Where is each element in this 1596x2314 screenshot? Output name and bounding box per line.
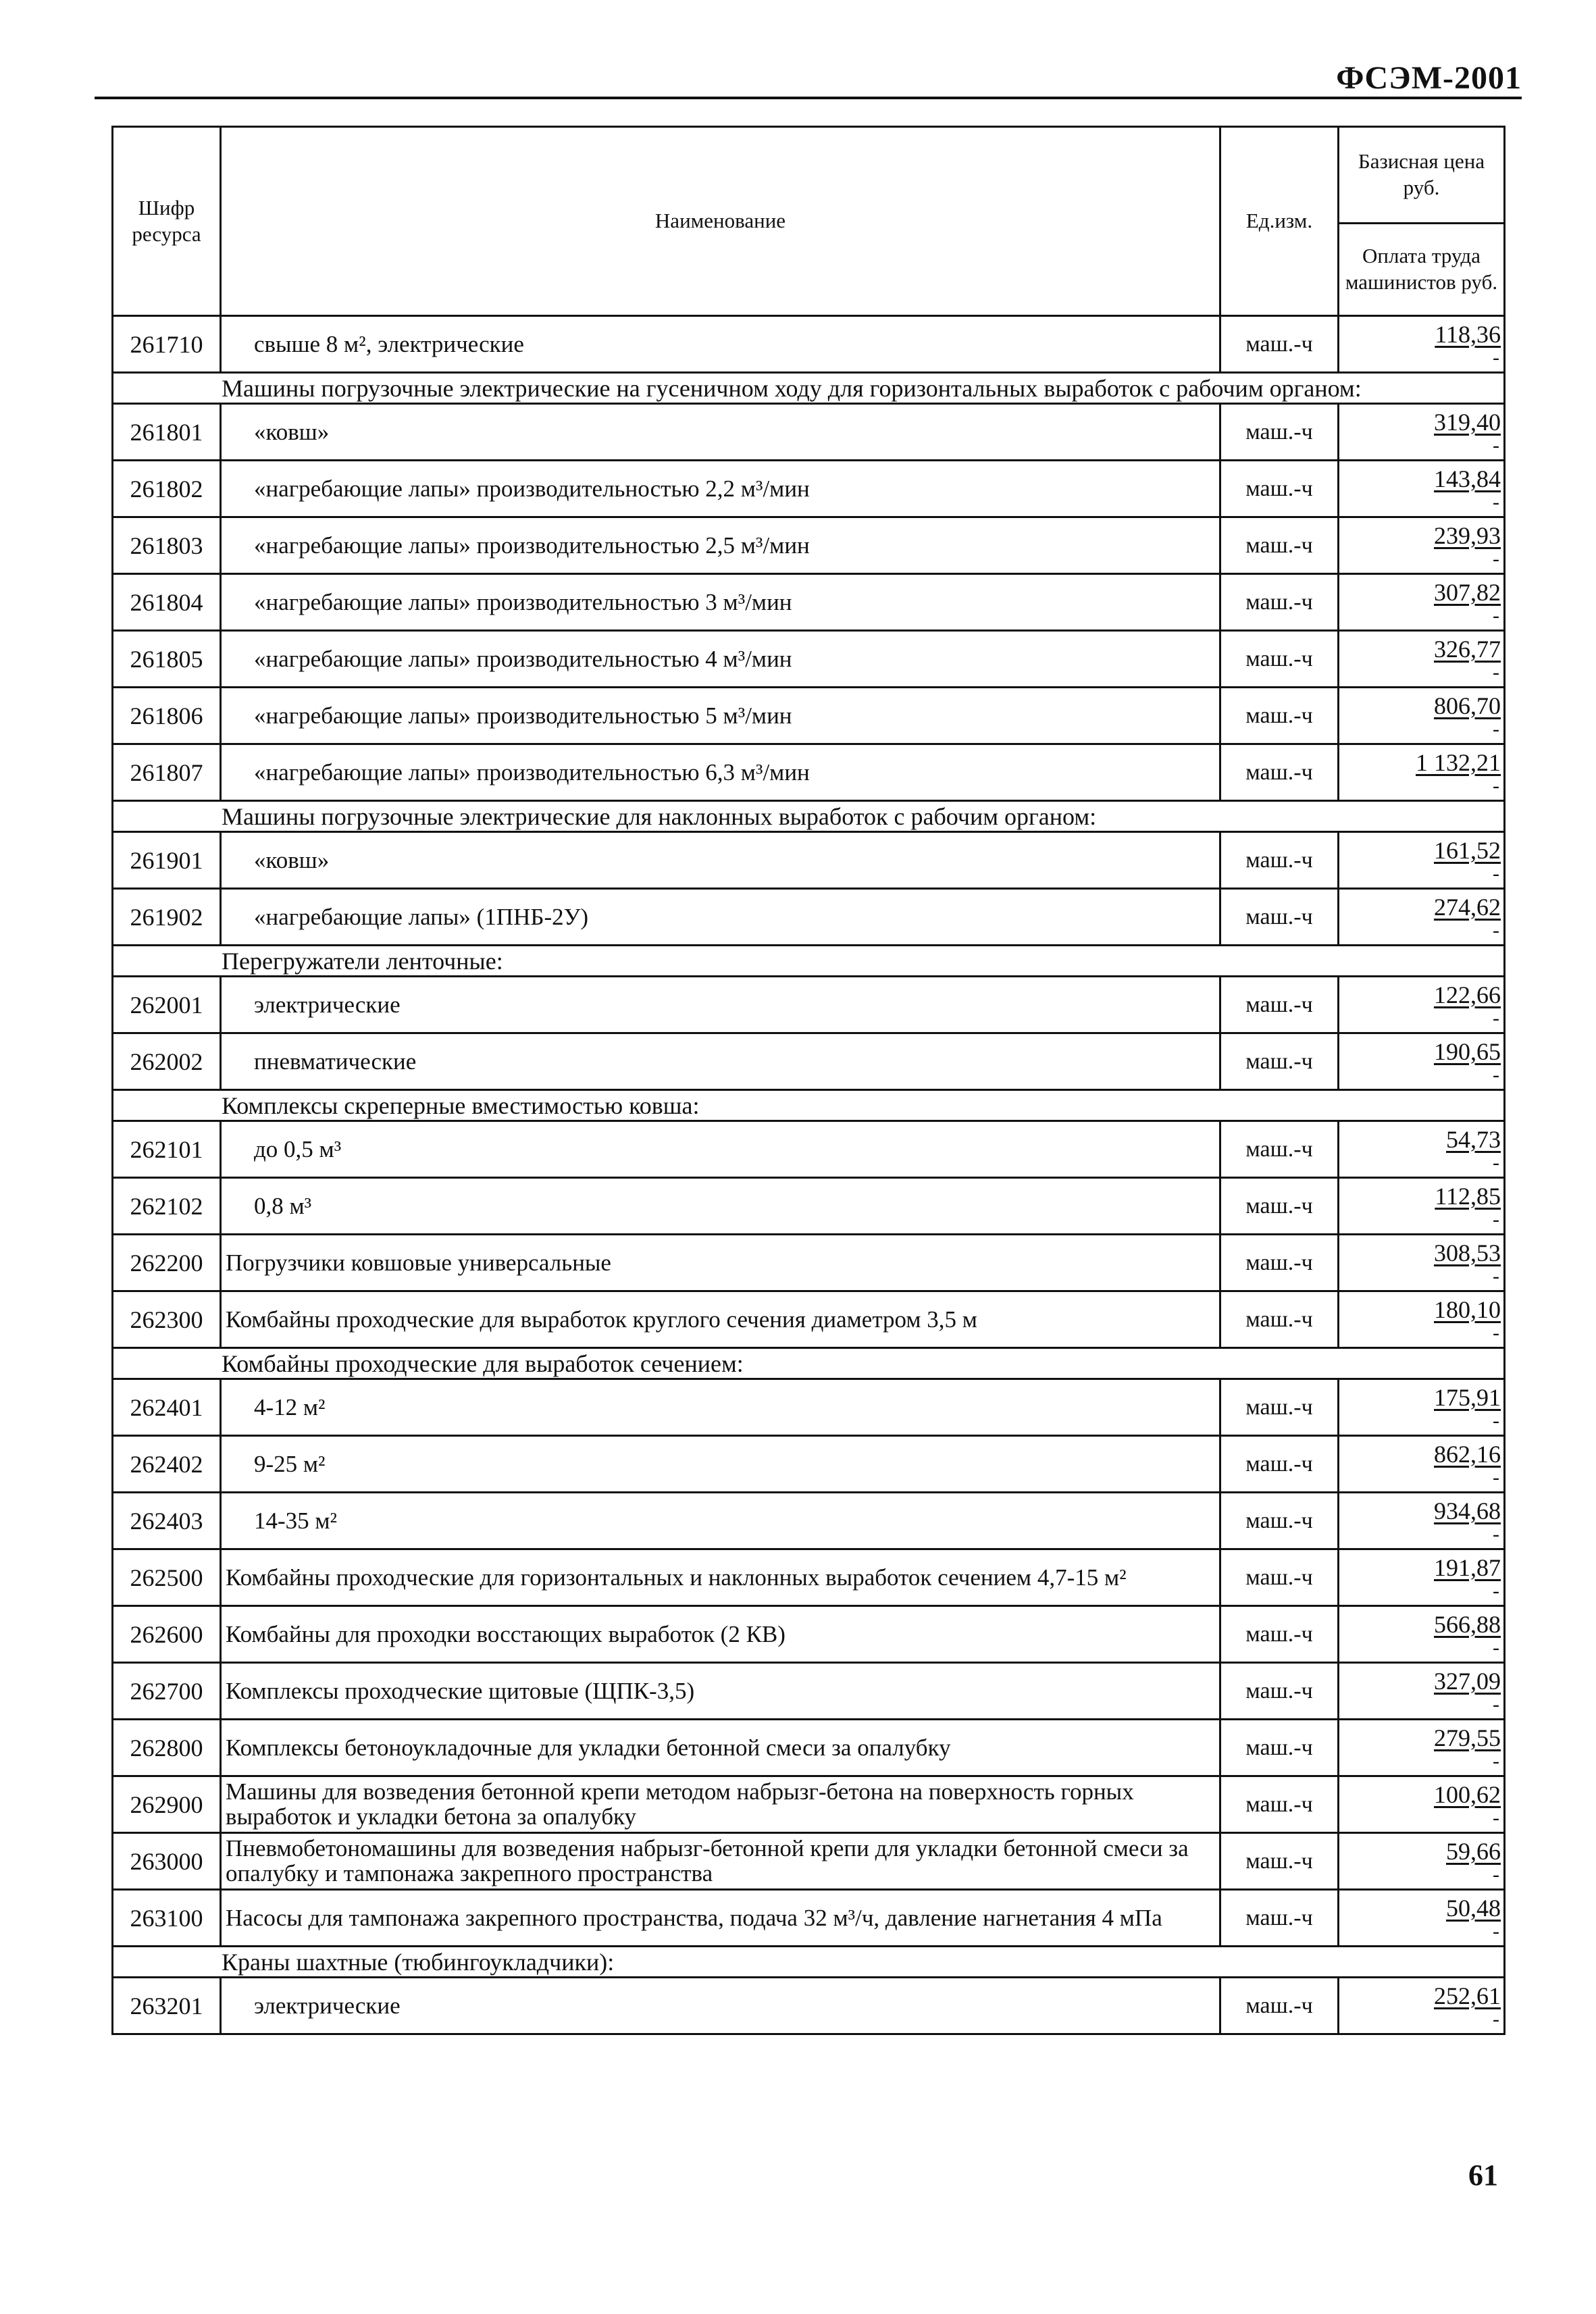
resource-code: 263000 bbox=[113, 1833, 221, 1890]
base-price: 252,61 bbox=[1434, 1982, 1501, 2009]
resource-code: 261801 bbox=[113, 404, 221, 461]
header-code: Шифр ресурса bbox=[113, 127, 221, 316]
table-header bbox=[113, 127, 1505, 316]
price-cell bbox=[1339, 688, 1505, 744]
price-cell bbox=[1339, 889, 1505, 946]
unit-of-measure: маш.-ч bbox=[1220, 1833, 1339, 1890]
machinist-pay: - bbox=[1493, 490, 1499, 513]
base-price: 862,16 bbox=[1434, 1440, 1501, 1468]
machinist-pay: - bbox=[1493, 434, 1499, 457]
header-rule bbox=[95, 97, 1522, 99]
price-cell bbox=[1339, 461, 1505, 517]
table-row bbox=[113, 1291, 1505, 1348]
resource-code: 262001 bbox=[113, 977, 221, 1033]
machinist-pay: - bbox=[1493, 1806, 1499, 1829]
resource-name: «ковш» bbox=[221, 832, 1220, 889]
header-name: Наименование bbox=[221, 127, 1220, 316]
base-price: 279,55 bbox=[1434, 1724, 1501, 1751]
base-price: 1 132,21 bbox=[1416, 748, 1501, 776]
price-cell bbox=[1339, 404, 1505, 461]
base-price: 566,88 bbox=[1434, 1610, 1501, 1638]
resource-name: 9-25 м² bbox=[221, 1436, 1220, 1493]
unit-of-measure: маш.-ч bbox=[1220, 1436, 1339, 1493]
resource-name: Погрузчики ковшовые универсальные bbox=[221, 1235, 1220, 1291]
price-cell bbox=[1339, 1493, 1505, 1549]
machinist-pay: - bbox=[1493, 2007, 1499, 2030]
unit-of-measure: маш.-ч bbox=[1220, 1379, 1339, 1436]
price-cell bbox=[1339, 832, 1505, 889]
price-cell bbox=[1339, 1720, 1505, 1776]
unit-of-measure: маш.-ч bbox=[1220, 1235, 1339, 1291]
table-row bbox=[113, 1606, 1505, 1663]
resource-name: «нагребающие лапы» производительностью 5 м³/мин bbox=[221, 688, 1220, 744]
resource-name: свыше 8 м², электрические bbox=[221, 316, 1220, 373]
document-code: ФСЭМ-2001 bbox=[1336, 60, 1522, 96]
machinist-pay: - bbox=[1493, 1466, 1499, 1489]
group-heading-row bbox=[113, 373, 1505, 404]
table-row bbox=[113, 1033, 1505, 1090]
group-heading-row bbox=[113, 1348, 1505, 1379]
unit-of-measure: маш.-ч bbox=[1220, 1121, 1339, 1178]
base-price: 54,73 bbox=[1446, 1125, 1501, 1153]
table-row bbox=[113, 1720, 1505, 1776]
base-price: 100,62 bbox=[1434, 1780, 1501, 1808]
group-heading-text: Комбайны проходческие для выработок сечением: bbox=[222, 1349, 744, 1377]
price-table bbox=[111, 126, 1505, 2035]
price-cell bbox=[1339, 517, 1505, 574]
group-heading-text: Перегружатели ленточные: bbox=[222, 947, 503, 975]
price-cell bbox=[1339, 1121, 1505, 1178]
price-cell bbox=[1339, 1890, 1505, 1947]
header-machinist-pay: Оплата труда машинистов руб. bbox=[1339, 224, 1505, 316]
price-cell bbox=[1339, 1436, 1505, 1493]
resource-name: «нагребающие лапы» производительностью 4 м³/мин bbox=[221, 631, 1220, 688]
unit-of-measure: маш.-ч bbox=[1220, 977, 1339, 1033]
machinist-pay: - bbox=[1493, 1264, 1499, 1287]
machinist-pay: - bbox=[1493, 717, 1499, 740]
machinist-pay: - bbox=[1493, 661, 1499, 684]
table-row bbox=[113, 1978, 1505, 2034]
machinist-pay: - bbox=[1493, 1579, 1499, 1602]
group-heading-text: Машины погрузочные электрические для наклонных выработок с рабочим органом: bbox=[222, 802, 1097, 830]
group-heading-text: Краны шахтные (тюбингоукладчики): bbox=[222, 1948, 615, 1976]
table-row bbox=[113, 1493, 1505, 1549]
machinist-pay: - bbox=[1493, 1151, 1499, 1174]
group-heading-row bbox=[113, 946, 1505, 977]
machinist-pay: - bbox=[1493, 1920, 1499, 1943]
unit-of-measure: маш.-ч bbox=[1220, 1663, 1339, 1720]
header-unit: Ед.изм. bbox=[1220, 127, 1339, 316]
table-row bbox=[113, 404, 1505, 461]
price-cell bbox=[1339, 631, 1505, 688]
machinist-pay: - bbox=[1493, 1006, 1499, 1029]
table-row bbox=[113, 832, 1505, 889]
price-cell bbox=[1339, 977, 1505, 1033]
unit-of-measure: маш.-ч bbox=[1220, 889, 1339, 946]
resource-name: 14-35 м² bbox=[221, 1493, 1220, 1549]
group-heading bbox=[113, 373, 1505, 404]
base-price: 118,36 bbox=[1435, 320, 1501, 348]
group-heading-text: Машины погрузочные электрические на гусеничном ходу для горизонтальных выработок с рабочим органом: bbox=[222, 374, 1362, 402]
price-cell bbox=[1339, 316, 1505, 373]
resource-name: 0,8 м³ bbox=[221, 1178, 1220, 1235]
resource-name: пневматические bbox=[221, 1033, 1220, 1090]
group-heading bbox=[113, 1090, 1505, 1121]
group-heading-text: Комплексы скреперные вместимостью ковша: bbox=[222, 1091, 700, 1119]
price-cell bbox=[1339, 1033, 1505, 1090]
resource-name: «ковш» bbox=[221, 404, 1220, 461]
machinist-pay: - bbox=[1493, 1522, 1499, 1545]
machinist-pay: - bbox=[1493, 1693, 1499, 1716]
resource-name: «нагребающие лапы» производительностью 2,5 м³/мин bbox=[221, 517, 1220, 574]
resource-code: 261806 bbox=[113, 688, 221, 744]
resource-code: 262002 bbox=[113, 1033, 221, 1090]
unit-of-measure: маш.-ч bbox=[1220, 1720, 1339, 1776]
machinist-pay: - bbox=[1493, 547, 1499, 570]
table-row bbox=[113, 1663, 1505, 1720]
table-row bbox=[113, 1379, 1505, 1436]
resource-name: электрические bbox=[221, 1978, 1220, 2034]
machinist-pay: - bbox=[1493, 604, 1499, 627]
resource-code: 262102 bbox=[113, 1178, 221, 1235]
table-body bbox=[113, 316, 1505, 2034]
resource-name: «нагребающие лапы» производительностью 3 м³/мин bbox=[221, 574, 1220, 631]
resource-code: 262402 bbox=[113, 1436, 221, 1493]
unit-of-measure: маш.-ч bbox=[1220, 1033, 1339, 1090]
table-row bbox=[113, 574, 1505, 631]
base-price: 50,48 bbox=[1446, 1894, 1501, 1922]
table-row bbox=[113, 1121, 1505, 1178]
machinist-pay: - bbox=[1493, 1321, 1499, 1344]
base-price: 191,87 bbox=[1434, 1553, 1501, 1581]
resource-name: Комбайны проходческие для выработок круглого сечения диаметром 3,5 м bbox=[221, 1291, 1220, 1348]
table-row bbox=[113, 1890, 1505, 1947]
base-price: 143,84 bbox=[1434, 465, 1501, 492]
unit-of-measure: маш.-ч bbox=[1220, 744, 1339, 801]
resource-code: 263100 bbox=[113, 1890, 221, 1947]
resource-code: 261802 bbox=[113, 461, 221, 517]
unit-of-measure: маш.-ч bbox=[1220, 1890, 1339, 1947]
table-row bbox=[113, 889, 1505, 946]
resource-name: до 0,5 м³ bbox=[221, 1121, 1220, 1178]
price-cell bbox=[1339, 1978, 1505, 2034]
price-cell bbox=[1339, 1291, 1505, 1348]
price-cell bbox=[1339, 1235, 1505, 1291]
table-row bbox=[113, 461, 1505, 517]
resource-code: 262600 bbox=[113, 1606, 221, 1663]
resource-code: 261710 bbox=[113, 316, 221, 373]
group-heading bbox=[113, 801, 1505, 832]
machinist-pay: - bbox=[1493, 1636, 1499, 1659]
resource-code: 261901 bbox=[113, 832, 221, 889]
unit-of-measure: маш.-ч bbox=[1220, 688, 1339, 744]
table-row bbox=[113, 1178, 1505, 1235]
group-heading-row bbox=[113, 1947, 1505, 1978]
base-price: 122,66 bbox=[1434, 981, 1501, 1008]
base-price: 308,53 bbox=[1434, 1239, 1501, 1266]
resource-name: 4-12 м² bbox=[221, 1379, 1220, 1436]
resource-code: 261902 bbox=[113, 889, 221, 946]
table-row bbox=[113, 517, 1505, 574]
price-cell bbox=[1339, 1379, 1505, 1436]
price-cell bbox=[1339, 574, 1505, 631]
price-cell bbox=[1339, 1178, 1505, 1235]
unit-of-measure: маш.-ч bbox=[1220, 1549, 1339, 1606]
page-number: 61 bbox=[1468, 2159, 1498, 2192]
unit-of-measure: маш.-ч bbox=[1220, 316, 1339, 373]
resource-code: 263201 bbox=[113, 1978, 221, 2034]
price-cell bbox=[1339, 1776, 1505, 1833]
base-price: 59,66 bbox=[1446, 1837, 1501, 1865]
table-row bbox=[113, 316, 1505, 373]
resource-name: Комбайны проходческие для горизонтальных и наклонных выработок сечением 4,7-15 м² bbox=[221, 1549, 1220, 1606]
resource-name: Комплексы бетоноукладочные для укладки бетонной смеси за опалубку bbox=[221, 1720, 1220, 1776]
table-row bbox=[113, 744, 1505, 801]
base-price: 934,68 bbox=[1434, 1497, 1501, 1524]
table-row bbox=[113, 688, 1505, 744]
table-row bbox=[113, 1776, 1505, 1833]
group-heading-row bbox=[113, 1090, 1505, 1121]
machinist-pay: - bbox=[1493, 919, 1499, 942]
unit-of-measure: маш.-ч bbox=[1220, 631, 1339, 688]
resource-name: Пневмобетономашины для возведения набрызг-бетонной крепи для укладки бетонной смеси за опалубку и тампонажа закрепного пространства bbox=[221, 1833, 1220, 1890]
table-row bbox=[113, 631, 1505, 688]
unit-of-measure: маш.-ч bbox=[1220, 1291, 1339, 1348]
unit-of-measure: маш.-ч bbox=[1220, 1493, 1339, 1549]
resource-code: 262401 bbox=[113, 1379, 221, 1436]
price-cell bbox=[1339, 1663, 1505, 1720]
group-heading bbox=[113, 946, 1505, 977]
header-price: Базисная цена руб. bbox=[1339, 127, 1505, 224]
base-price: 161,52 bbox=[1434, 836, 1501, 864]
resource-code: 262700 bbox=[113, 1663, 221, 1720]
unit-of-measure: маш.-ч bbox=[1220, 574, 1339, 631]
resource-code: 262900 bbox=[113, 1776, 221, 1833]
base-price: 327,09 bbox=[1434, 1667, 1501, 1695]
table-row bbox=[113, 1833, 1505, 1890]
resource-code: 261803 bbox=[113, 517, 221, 574]
price-cell bbox=[1339, 1549, 1505, 1606]
resource-name: Машины для возведения бетонной крепи методом набрызг-бетона на поверхность горных выработок и укладки бетона за опалубку bbox=[221, 1776, 1220, 1833]
base-price: 274,62 bbox=[1434, 893, 1501, 921]
machinist-pay: - bbox=[1493, 1749, 1499, 1772]
base-price: 326,77 bbox=[1434, 635, 1501, 663]
machinist-pay: - bbox=[1493, 1863, 1499, 1886]
machinist-pay: - bbox=[1493, 1063, 1499, 1086]
resource-name: Комплексы проходческие щитовые (ЩПК-3,5) bbox=[221, 1663, 1220, 1720]
price-cell bbox=[1339, 1833, 1505, 1890]
resource-code: 261807 bbox=[113, 744, 221, 801]
base-price: 239,93 bbox=[1434, 521, 1501, 549]
base-price: 112,85 bbox=[1435, 1182, 1501, 1210]
resource-code: 261805 bbox=[113, 631, 221, 688]
machinist-pay: - bbox=[1493, 774, 1499, 797]
resource-name: «нагребающие лапы» производительностью 6,3 м³/мин bbox=[221, 744, 1220, 801]
resource-code: 262800 bbox=[113, 1720, 221, 1776]
table-row bbox=[113, 1436, 1505, 1493]
machinist-pay: - bbox=[1493, 346, 1499, 369]
resource-name: «нагребающие лапы» (1ПНБ-2У) bbox=[221, 889, 1220, 946]
table-row bbox=[113, 977, 1505, 1033]
base-price: 175,91 bbox=[1434, 1383, 1501, 1411]
unit-of-measure: маш.-ч bbox=[1220, 832, 1339, 889]
resource-code: 262403 bbox=[113, 1493, 221, 1549]
table-row bbox=[113, 1235, 1505, 1291]
machinist-pay: - bbox=[1493, 862, 1499, 885]
base-price: 180,10 bbox=[1434, 1295, 1501, 1323]
table-row bbox=[113, 1549, 1505, 1606]
base-price: 307,82 bbox=[1434, 578, 1501, 606]
unit-of-measure: маш.-ч bbox=[1220, 517, 1339, 574]
price-cell bbox=[1339, 744, 1505, 801]
unit-of-measure: маш.-ч bbox=[1220, 404, 1339, 461]
unit-of-measure: маш.-ч bbox=[1220, 1606, 1339, 1663]
resource-code: 262101 bbox=[113, 1121, 221, 1178]
unit-of-measure: маш.-ч bbox=[1220, 1776, 1339, 1833]
resource-name: электрические bbox=[221, 977, 1220, 1033]
resource-name: Насосы для тампонажа закрепного пространства, подача 32 м³/ч, давление нагнетания 4 мПа bbox=[221, 1890, 1220, 1947]
unit-of-measure: маш.-ч bbox=[1220, 461, 1339, 517]
group-heading bbox=[113, 1348, 1505, 1379]
price-cell bbox=[1339, 1606, 1505, 1663]
resource-name: «нагребающие лапы» производительностью 2,2 м³/мин bbox=[221, 461, 1220, 517]
group-heading bbox=[113, 1947, 1505, 1978]
resource-code: 262500 bbox=[113, 1549, 221, 1606]
resource-code: 262200 bbox=[113, 1235, 221, 1291]
base-price: 806,70 bbox=[1434, 692, 1501, 719]
base-price: 190,65 bbox=[1434, 1037, 1501, 1065]
unit-of-measure: маш.-ч bbox=[1220, 1978, 1339, 2034]
machinist-pay: - bbox=[1493, 1208, 1499, 1231]
resource-code: 261804 bbox=[113, 574, 221, 631]
base-price: 319,40 bbox=[1434, 408, 1501, 436]
group-heading-row bbox=[113, 801, 1505, 832]
machinist-pay: - bbox=[1493, 1409, 1499, 1432]
resource-name: Комбайны для проходки восстающих выработок (2 КВ) bbox=[221, 1606, 1220, 1663]
resource-code: 262300 bbox=[113, 1291, 221, 1348]
unit-of-measure: маш.-ч bbox=[1220, 1178, 1339, 1235]
